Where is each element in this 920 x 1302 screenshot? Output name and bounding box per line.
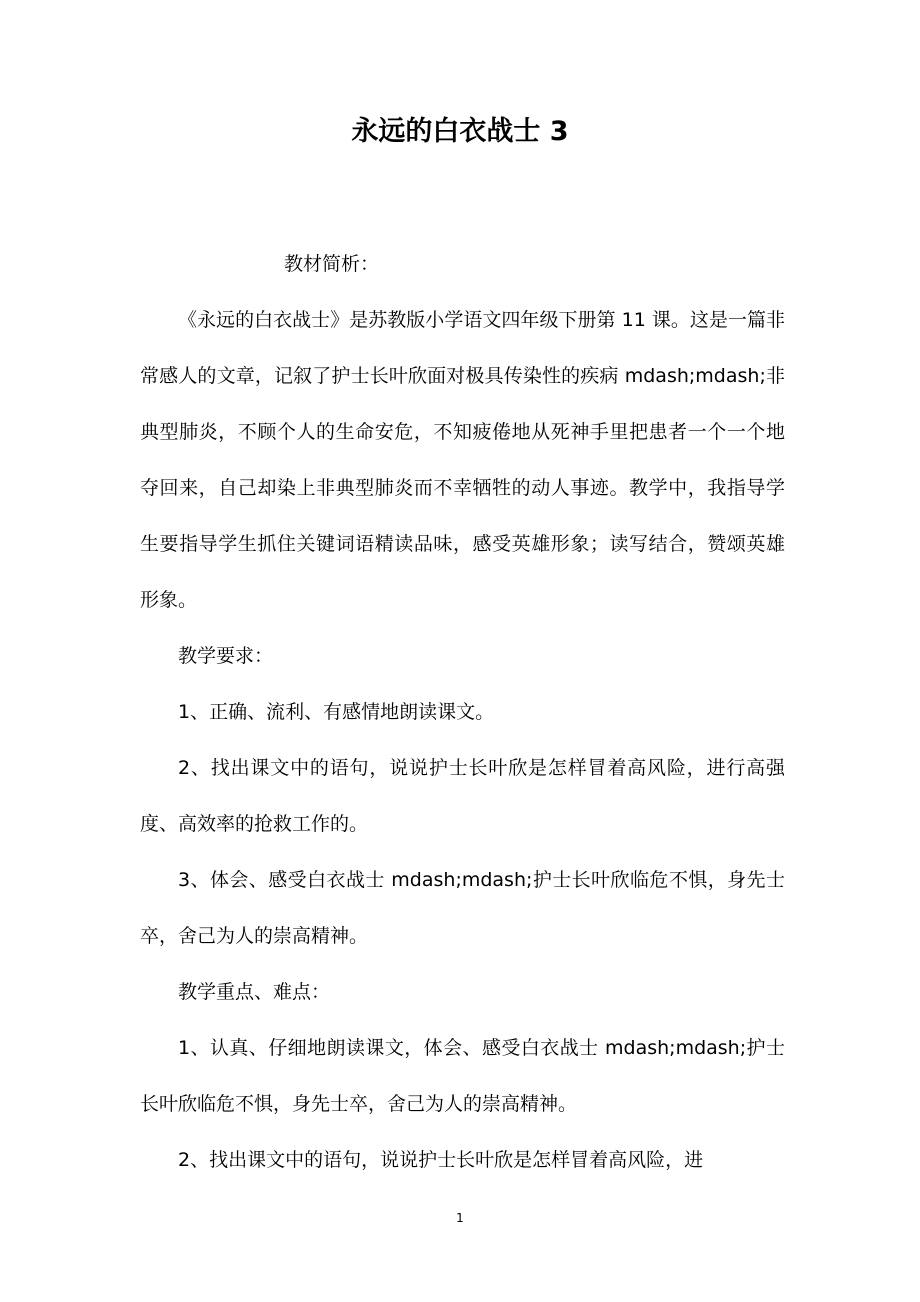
- document-body: [140, 236, 785, 1188]
- key-point-item-2: 2、找出课文中的语句，说说护士长叶欣是怎样冒着高风险，进: [178, 1149, 704, 1171]
- page-number: 1: [456, 1211, 464, 1225]
- key-point-item-1: 1、认真、仔细地朗读课文，体会、感受白衣战士 mdash;mdash;护士长叶欣临危不惧，身先士卒，舍己为人的崇高精神。: [140, 1037, 785, 1115]
- section-heading-material-analysis: 教材简析：: [284, 253, 380, 275]
- document-title: 永远的白衣战士 3: [351, 116, 569, 147]
- section-heading-key-points: 教学重点、难点：: [178, 981, 331, 1003]
- requirement-item-1: 1、正确、流利、有感情地朗读课文。: [178, 701, 495, 723]
- requirement-item-3: 3、体会、感受白衣战士 mdash;mdash;护士长叶欣临危不惧，身先士卒，舍己为人的崇高精神。: [140, 869, 785, 947]
- section-heading-teaching-requirements: 教学要求：: [178, 645, 274, 667]
- paragraph-material-analysis: 《永远的白衣战士》是苏教版小学语文四年级下册第 11 课。这是一篇非常感人的文章，记叙了护士长叶欣面对极具传染性的疾病 mdash;mdash;非典型肺炎，不顾个人的生命安危，不知疲倦地从死神手里把患者一个一个地夺回来，自己却染上非典型肺炎而不幸牺牲的动人事迹。教学中，我指导学生要指导学生抓住关键词语精读品味，感受英雄形象；读写结合，赞颂英雄形象。: [140, 309, 785, 611]
- requirement-item-2: 2、找出课文中的语句，说说护士长叶欣是怎样冒着高风险，进行高强度、高效率的抢救工作的。: [140, 757, 785, 835]
